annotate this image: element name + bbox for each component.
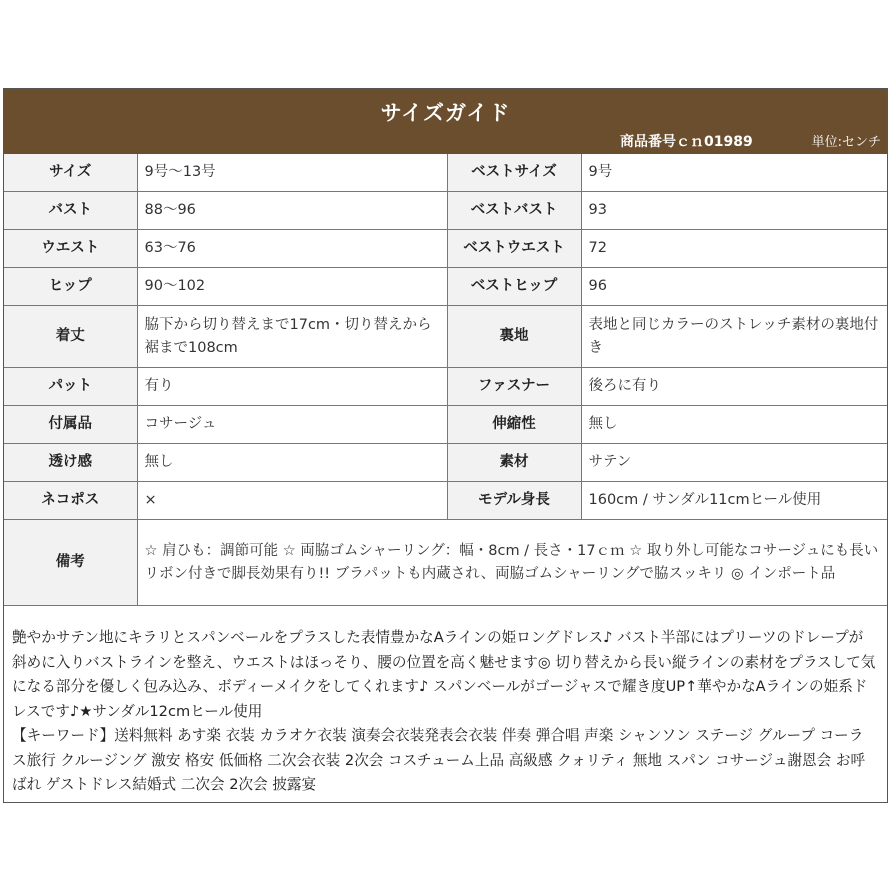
row-value: × <box>137 482 447 520</box>
product-description <box>4 606 887 798</box>
row-label: サイズ <box>4 154 137 192</box>
table-row <box>4 154 887 192</box>
size-guide-frame <box>3 88 888 803</box>
row-value: 後ろに有り <box>581 368 887 406</box>
size-guide-header <box>4 89 887 154</box>
row-label: ネコポス <box>4 482 137 520</box>
row-value: 63～76 <box>137 230 447 268</box>
table-row <box>4 230 887 268</box>
table-row <box>4 482 887 520</box>
row-label: 伸縮性 <box>447 406 581 444</box>
row-label: ベストウエスト <box>447 230 581 268</box>
table-row <box>4 268 887 306</box>
row-label: 付属品 <box>4 406 137 444</box>
row-value: 88～96 <box>137 192 447 230</box>
row-value: 9号～13号 <box>137 154 447 192</box>
row-value: コサージュ <box>137 406 447 444</box>
row-label: ヒップ <box>4 268 137 306</box>
row-value: 96 <box>581 268 887 306</box>
row-value: 脇下から切り替えまで17cm・切り替えから裾まで108cm <box>137 306 447 368</box>
product-code: 商品番号ｃｎ01989 <box>620 134 753 150</box>
notes-row <box>4 520 887 606</box>
row-label: 着丈 <box>4 306 137 368</box>
row-label: モデル身長 <box>447 482 581 520</box>
table-row <box>4 306 887 368</box>
table-row <box>4 192 887 230</box>
row-label: ベストヒップ <box>447 268 581 306</box>
row-value: 9号 <box>581 154 887 192</box>
table-row <box>4 368 887 406</box>
description-paragraph: 艶やかサテン地にキラリとスパンベールをプラスした表情豊かなAラインの姫ロングドレス♪ バスト半部にはプリーツのドレープが斜めに入りバストラインを整え、ウエストはほっそり、腰の位置を高く魅せます◎ 切り替えから長い縦ラインの素材をプラスして気になる部分を優しく包み込み、ボディーメイクをしてくれます♪ スパンベールがゴージャスで耀き度UP↑華やかなAラインの姫系ドレスです♪★サンダル12cmヒール使用 <box>12 629 876 720</box>
row-value: 無し <box>581 406 887 444</box>
row-value: 有り <box>137 368 447 406</box>
row-value: 93 <box>581 192 887 230</box>
unit-label: 単位:センチ <box>811 135 881 150</box>
row-label: ファスナー <box>447 368 581 406</box>
row-label: パット <box>4 368 137 406</box>
row-label: 素材 <box>447 444 581 482</box>
row-label: ベストサイズ <box>447 154 581 192</box>
row-label: ベストバスト <box>447 192 581 230</box>
notes-label: 備考 <box>4 520 137 606</box>
size-table <box>4 154 887 606</box>
row-value: 72 <box>581 230 887 268</box>
row-value: サテン <box>581 444 887 482</box>
row-value: 無し <box>137 444 447 482</box>
keywords-paragraph: 【キーワード】送料無料 あす楽 衣装 カラオケ衣装 演奏会衣装発表会衣装 伴奏 弾合唱 声楽 シャンソン ステージ グループ コーラス旅行 クルージング 激安 格安 低価格 二次会衣装 2次会 コスチューム上品 高級感 クォリティ 無地 スパン コサージュ謝恩会 お呼ばれ ゲストドレス結婚式 二次会 2次会 披露宴 <box>12 727 866 793</box>
row-label: バスト <box>4 192 137 230</box>
row-label: ウエスト <box>4 230 137 268</box>
row-value: 表地と同じカラーのストレッチ素材の裏地付き <box>581 306 887 368</box>
row-value: 160cm / サンダル11cmヒール使用 <box>581 482 887 520</box>
table-row <box>4 444 887 482</box>
row-label: 透け感 <box>4 444 137 482</box>
size-guide-title: サイズガイド <box>380 101 511 125</box>
row-value: 90～102 <box>137 268 447 306</box>
table-row <box>4 406 887 444</box>
notes-text: ☆ 肩ひも：調節可能 ☆ 両脇ゴムシャーリング：幅・8cm / 長さ・17ｃｍ ☆ 取り外し可能なコサージュにも長いリボン付きで脚長効果有り!! ブラパットも内蔵され、両脇ゴムシャーリングで脇スッキリ ◎ インポート品 <box>137 520 887 606</box>
row-label: 裏地 <box>447 306 581 368</box>
